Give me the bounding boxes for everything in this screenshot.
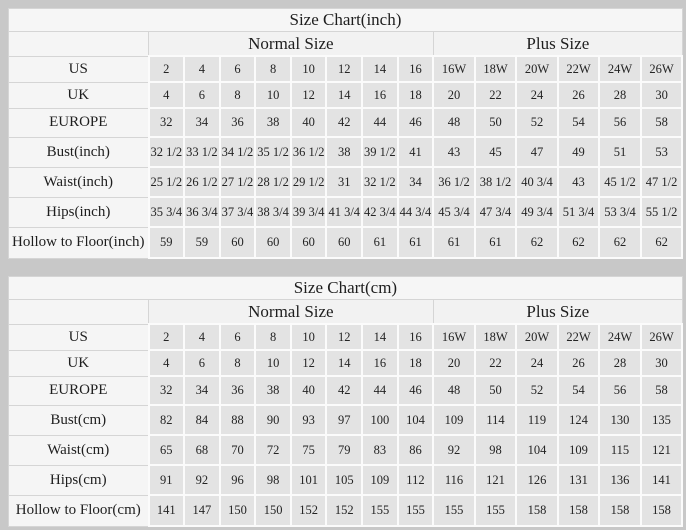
table-row	[9, 167, 683, 197]
size-value-cell: 8	[220, 350, 256, 376]
size-value-cell: 41	[398, 137, 434, 167]
size-value-cell: 52	[516, 108, 558, 137]
section-header-row	[9, 300, 683, 325]
size-value-cell: 61	[475, 227, 517, 258]
size-value-cell: 4	[149, 82, 185, 108]
size-value-cell: 16	[362, 82, 398, 108]
size-value-cell: 96	[220, 465, 256, 495]
size-value-cell: 56	[599, 108, 641, 137]
size-value-cell: 75	[291, 435, 327, 465]
size-value-cell: 56	[599, 376, 641, 405]
row-label: Bust(inch)	[9, 137, 149, 167]
size-value-cell: 86	[398, 435, 434, 465]
section-header-plus-size: Plus Size	[433, 300, 682, 325]
size-value-cell: 84	[184, 405, 220, 435]
size-value-cell: 36 3/4	[184, 197, 220, 227]
size-value-cell: 42	[326, 108, 362, 137]
corner-cell	[9, 32, 149, 57]
size-value-cell: 33 1/2	[184, 137, 220, 167]
size-value-cell: 58	[641, 108, 683, 137]
size-value-cell: 53 3/4	[599, 197, 641, 227]
size-value-cell: 52	[516, 376, 558, 405]
size-value-cell: 22	[475, 350, 517, 376]
size-value-cell: 18	[398, 350, 434, 376]
size-value-cell: 10	[291, 324, 327, 350]
size-value-cell: 2	[149, 324, 185, 350]
table-row	[9, 137, 683, 167]
size-value-cell: 24W	[599, 56, 641, 82]
row-label: Waist(cm)	[9, 435, 149, 465]
row-label: US	[9, 324, 149, 350]
section-header-normal-size: Normal Size	[149, 300, 434, 325]
size-value-cell: 55 1/2	[641, 197, 683, 227]
size-value-cell: 30	[641, 82, 683, 108]
size-value-cell: 49 3/4	[516, 197, 558, 227]
size-value-cell: 2	[149, 56, 185, 82]
size-value-cell: 92	[184, 465, 220, 495]
size-value-cell: 45 1/2	[599, 167, 641, 197]
size-value-cell: 141	[149, 495, 185, 526]
table-row	[9, 108, 683, 137]
size-value-cell: 36	[220, 108, 256, 137]
size-value-cell: 82	[149, 405, 185, 435]
size-value-cell: 26 1/2	[184, 167, 220, 197]
size-value-cell: 35 3/4	[149, 197, 185, 227]
size-value-cell: 92	[433, 435, 475, 465]
size-value-cell: 10	[291, 56, 327, 82]
size-value-cell: 83	[362, 435, 398, 465]
chart-title: Size Chart(cm)	[9, 277, 683, 300]
row-label: UK	[9, 350, 149, 376]
size-value-cell: 26	[558, 82, 600, 108]
size-value-cell: 61	[433, 227, 475, 258]
size-value-cell: 155	[362, 495, 398, 526]
size-value-cell: 40	[291, 376, 327, 405]
table-row	[9, 56, 683, 82]
section-header-row	[9, 32, 683, 57]
table-row	[9, 376, 683, 405]
size-value-cell: 28	[599, 350, 641, 376]
size-value-cell: 40	[291, 108, 327, 137]
section-header-plus-size: Plus Size	[433, 32, 682, 57]
size-value-cell: 16	[398, 56, 434, 82]
size-value-cell: 46	[398, 376, 434, 405]
size-value-cell: 27 1/2	[220, 167, 256, 197]
size-value-cell: 60	[291, 227, 327, 258]
size-value-cell: 22	[475, 82, 517, 108]
size-value-cell: 38 3/4	[255, 197, 291, 227]
size-value-cell: 109	[558, 435, 600, 465]
size-value-cell: 25 1/2	[149, 167, 185, 197]
size-value-cell: 22W	[558, 324, 600, 350]
size-value-cell: 14	[326, 82, 362, 108]
size-value-cell: 14	[362, 324, 398, 350]
size-value-cell: 18W	[475, 56, 517, 82]
table-row	[9, 405, 683, 435]
size-value-cell: 131	[558, 465, 600, 495]
size-value-cell: 51 3/4	[558, 197, 600, 227]
size-value-cell: 8	[220, 82, 256, 108]
size-value-cell: 34	[184, 376, 220, 405]
size-value-cell: 12	[326, 324, 362, 350]
chart-title-row	[9, 9, 683, 32]
size-value-cell: 130	[599, 405, 641, 435]
row-label: Hollow to Floor(cm)	[9, 495, 149, 526]
size-value-cell: 37 3/4	[220, 197, 256, 227]
size-value-cell: 90	[255, 405, 291, 435]
size-value-cell: 18	[398, 82, 434, 108]
size-value-cell: 43	[558, 167, 600, 197]
size-value-cell: 93	[291, 405, 327, 435]
size-value-cell: 12	[326, 56, 362, 82]
table-row	[9, 495, 683, 526]
size-value-cell: 50	[475, 108, 517, 137]
size-value-cell: 152	[326, 495, 362, 526]
size-value-cell: 4	[184, 324, 220, 350]
size-value-cell: 109	[433, 405, 475, 435]
size-value-cell: 32	[149, 376, 185, 405]
size-value-cell: 98	[475, 435, 517, 465]
size-value-cell: 8	[255, 56, 291, 82]
size-value-cell: 141	[641, 465, 683, 495]
size-value-cell: 10	[255, 350, 291, 376]
size-value-cell: 97	[326, 405, 362, 435]
size-value-cell: 116	[433, 465, 475, 495]
size-value-cell: 35 1/2	[255, 137, 291, 167]
size-value-cell: 24	[516, 350, 558, 376]
size-value-cell: 62	[516, 227, 558, 258]
size-value-cell: 112	[398, 465, 434, 495]
size-value-cell: 39 1/2	[362, 137, 398, 167]
row-label: Hollow to Floor(inch)	[9, 227, 149, 258]
size-value-cell: 41 3/4	[326, 197, 362, 227]
size-value-cell: 42 3/4	[362, 197, 398, 227]
size-value-cell: 158	[599, 495, 641, 526]
size-value-cell: 65	[149, 435, 185, 465]
size-value-cell: 121	[641, 435, 683, 465]
size-value-cell: 46	[398, 108, 434, 137]
size-value-cell: 152	[291, 495, 327, 526]
table-row	[9, 227, 683, 258]
size-value-cell: 59	[184, 227, 220, 258]
row-label: Hips(cm)	[9, 465, 149, 495]
size-value-cell: 47 3/4	[475, 197, 517, 227]
size-value-cell: 61	[398, 227, 434, 258]
size-value-cell: 28 1/2	[255, 167, 291, 197]
size-value-cell: 59	[149, 227, 185, 258]
chart-title: Size Chart(inch)	[9, 9, 683, 32]
size-value-cell: 119	[516, 405, 558, 435]
size-value-cell: 114	[475, 405, 517, 435]
size-value-cell: 51	[599, 137, 641, 167]
size-value-cell: 158	[516, 495, 558, 526]
size-value-cell: 16W	[433, 56, 475, 82]
size-value-cell: 158	[558, 495, 600, 526]
table-row	[9, 465, 683, 495]
size-value-cell: 115	[599, 435, 641, 465]
size-value-cell: 32 1/2	[362, 167, 398, 197]
size-value-cell: 16	[398, 324, 434, 350]
size-value-cell: 40 3/4	[516, 167, 558, 197]
size-value-cell: 44	[362, 376, 398, 405]
size-value-cell: 135	[641, 405, 683, 435]
size-value-cell: 38	[326, 137, 362, 167]
size-value-cell: 43	[433, 137, 475, 167]
size-value-cell: 8	[255, 324, 291, 350]
size-value-cell: 101	[291, 465, 327, 495]
size-value-cell: 20	[433, 82, 475, 108]
size-value-cell: 18W	[475, 324, 517, 350]
size-value-cell: 70	[220, 435, 256, 465]
size-value-cell: 79	[326, 435, 362, 465]
size-value-cell: 50	[475, 376, 517, 405]
size-value-cell: 24	[516, 82, 558, 108]
size-value-cell: 62	[641, 227, 683, 258]
size-value-cell: 105	[326, 465, 362, 495]
size-value-cell: 60	[326, 227, 362, 258]
size-value-cell: 6	[220, 324, 256, 350]
row-label: UK	[9, 82, 149, 108]
size-value-cell: 72	[255, 435, 291, 465]
size-value-cell: 36 1/2	[433, 167, 475, 197]
size-value-cell: 47 1/2	[641, 167, 683, 197]
size-value-cell: 20W	[516, 56, 558, 82]
size-value-cell: 155	[475, 495, 517, 526]
size-value-cell: 54	[558, 108, 600, 137]
size-value-cell: 88	[220, 405, 256, 435]
size-value-cell: 62	[599, 227, 641, 258]
size-value-cell: 121	[475, 465, 517, 495]
size-value-cell: 68	[184, 435, 220, 465]
size-value-cell: 16	[362, 350, 398, 376]
size-value-cell: 44 3/4	[398, 197, 434, 227]
size-value-cell: 150	[255, 495, 291, 526]
table-row	[9, 324, 683, 350]
size-value-cell: 45	[475, 137, 517, 167]
size-value-cell: 36 1/2	[291, 137, 327, 167]
row-label: US	[9, 56, 149, 82]
size-value-cell: 100	[362, 405, 398, 435]
size-value-cell: 20W	[516, 324, 558, 350]
row-label: EUROPE	[9, 376, 149, 405]
size-chart-inch-table	[8, 8, 683, 259]
chart-title-row	[9, 277, 683, 300]
table-row	[9, 435, 683, 465]
row-label: Bust(cm)	[9, 405, 149, 435]
size-value-cell: 150	[220, 495, 256, 526]
size-value-cell: 14	[362, 56, 398, 82]
size-value-cell: 155	[433, 495, 475, 526]
size-value-cell: 4	[184, 56, 220, 82]
size-value-cell: 158	[641, 495, 683, 526]
size-value-cell: 98	[255, 465, 291, 495]
size-value-cell: 38	[255, 376, 291, 405]
size-value-cell: 36	[220, 376, 256, 405]
size-value-cell: 147	[184, 495, 220, 526]
size-value-cell: 4	[149, 350, 185, 376]
row-label: EUROPE	[9, 108, 149, 137]
size-chart-cm-table	[8, 276, 683, 527]
size-value-cell: 20	[433, 350, 475, 376]
size-value-cell: 48	[433, 108, 475, 137]
size-value-cell: 49	[558, 137, 600, 167]
size-value-cell: 45 3/4	[433, 197, 475, 227]
size-value-cell: 136	[599, 465, 641, 495]
size-value-cell: 155	[398, 495, 434, 526]
size-value-cell: 53	[641, 137, 683, 167]
size-value-cell: 32	[149, 108, 185, 137]
size-value-cell: 61	[362, 227, 398, 258]
size-value-cell: 104	[398, 405, 434, 435]
size-value-cell: 38 1/2	[475, 167, 517, 197]
corner-cell	[9, 300, 149, 325]
size-value-cell: 28	[599, 82, 641, 108]
size-value-cell: 60	[255, 227, 291, 258]
size-value-cell: 60	[220, 227, 256, 258]
size-value-cell: 91	[149, 465, 185, 495]
size-value-cell: 26W	[641, 56, 683, 82]
size-value-cell: 26	[558, 350, 600, 376]
row-label: Waist(inch)	[9, 167, 149, 197]
section-header-normal-size: Normal Size	[149, 32, 434, 57]
size-value-cell: 62	[558, 227, 600, 258]
size-value-cell: 48	[433, 376, 475, 405]
size-value-cell: 32 1/2	[149, 137, 185, 167]
size-value-cell: 30	[641, 350, 683, 376]
size-value-cell: 47	[516, 137, 558, 167]
size-value-cell: 16W	[433, 324, 475, 350]
size-value-cell: 34 1/2	[220, 137, 256, 167]
size-value-cell: 34	[398, 167, 434, 197]
table-row	[9, 197, 683, 227]
size-value-cell: 126	[516, 465, 558, 495]
size-value-cell: 38	[255, 108, 291, 137]
size-value-cell: 10	[255, 82, 291, 108]
size-value-cell: 42	[326, 376, 362, 405]
size-value-cell: 6	[184, 350, 220, 376]
size-value-cell: 14	[326, 350, 362, 376]
size-value-cell: 6	[184, 82, 220, 108]
size-value-cell: 34	[184, 108, 220, 137]
size-value-cell: 104	[516, 435, 558, 465]
size-value-cell: 22W	[558, 56, 600, 82]
size-value-cell: 12	[291, 82, 327, 108]
size-value-cell: 39 3/4	[291, 197, 327, 227]
size-value-cell: 54	[558, 376, 600, 405]
size-value-cell: 26W	[641, 324, 683, 350]
size-value-cell: 24W	[599, 324, 641, 350]
size-value-cell: 29 1/2	[291, 167, 327, 197]
size-value-cell: 12	[291, 350, 327, 376]
size-value-cell: 124	[558, 405, 600, 435]
row-label: Hips(inch)	[9, 197, 149, 227]
size-value-cell: 31	[326, 167, 362, 197]
size-value-cell: 44	[362, 108, 398, 137]
table-row	[9, 350, 683, 376]
size-value-cell: 6	[220, 56, 256, 82]
size-value-cell: 58	[641, 376, 683, 405]
table-row	[9, 82, 683, 108]
size-value-cell: 109	[362, 465, 398, 495]
